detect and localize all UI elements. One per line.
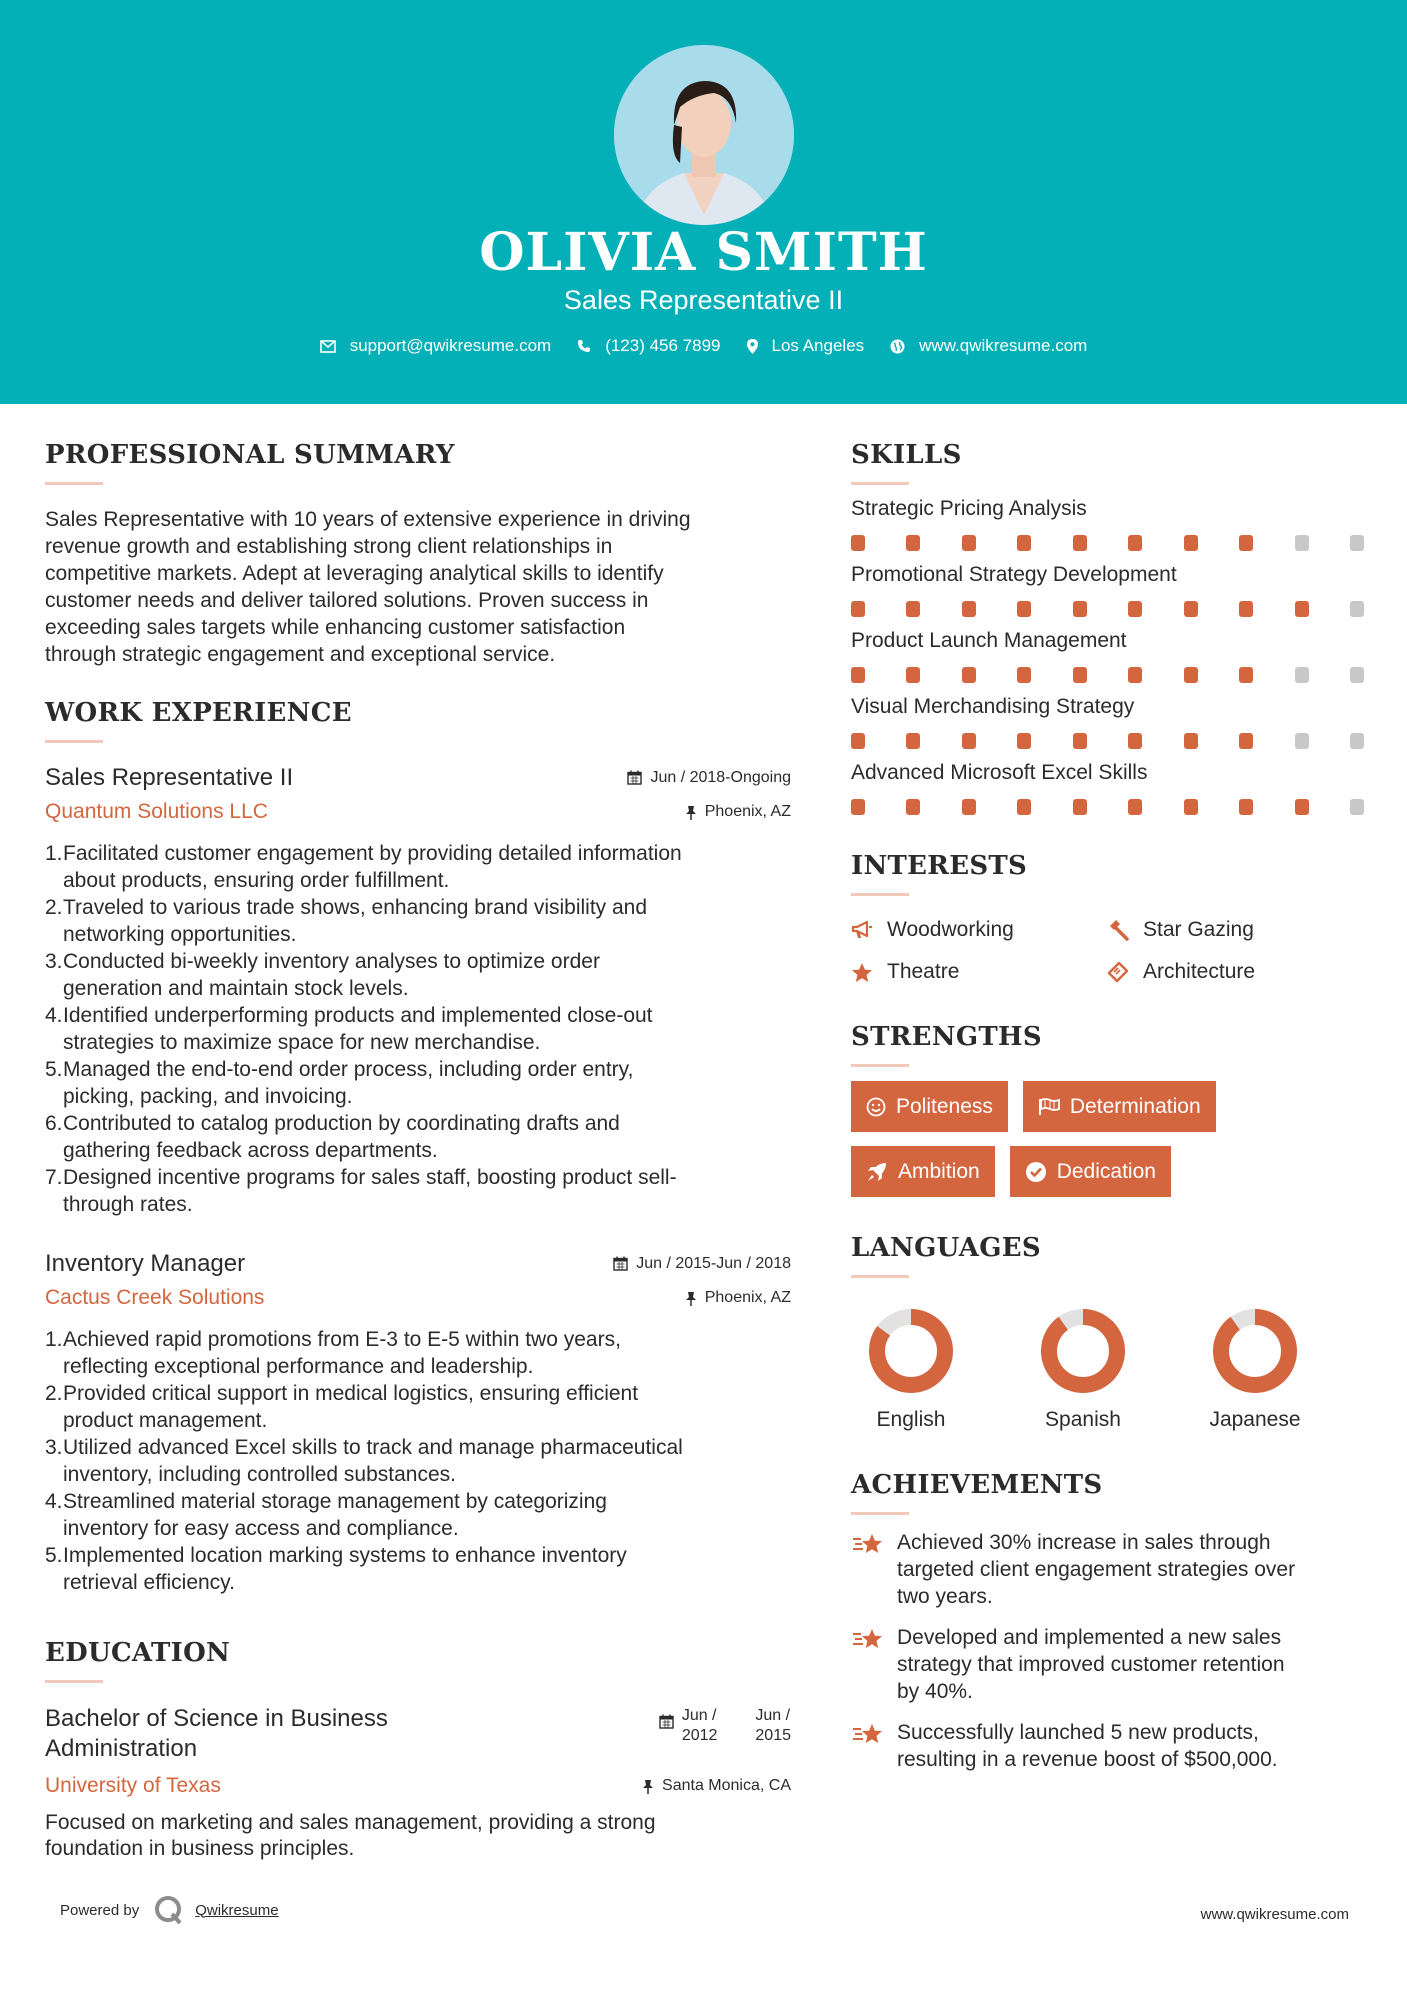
contact-location-text: Los Angeles bbox=[771, 336, 865, 355]
skill-item bbox=[851, 563, 1371, 617]
list-item-line: product management. bbox=[63, 1409, 268, 1432]
list-item-line: gathering feedback across departments. bbox=[63, 1139, 438, 1162]
summary-line: through strategic engagement and exceptional service. bbox=[45, 643, 556, 666]
rating-dot bbox=[1350, 733, 1364, 749]
rating-dot bbox=[1295, 667, 1309, 683]
achievement-line: Successfully launched 5 new products, bbox=[897, 1721, 1259, 1744]
contact-website-text: www.qwikresume.com bbox=[919, 336, 1088, 355]
brand-link[interactable]: Qwikresume bbox=[195, 1901, 279, 1919]
rating-dot bbox=[851, 799, 865, 815]
achievement-line: strategy that improved customer retention bbox=[897, 1653, 1285, 1676]
job-title: Sales Representative II bbox=[45, 764, 294, 791]
job-subheader bbox=[45, 800, 791, 824]
education-location-text: Santa Monica, CA bbox=[662, 1777, 791, 1794]
skill-rating bbox=[851, 667, 1364, 683]
languages-heading: LANGUAGES bbox=[851, 1233, 1041, 1263]
achievements-section bbox=[851, 1470, 1371, 1773]
list-item: 5. Implemented location marking systems to enhance inventory retrieval efficiency. bbox=[45, 1542, 791, 1596]
person-portrait-icon bbox=[614, 45, 794, 225]
list-item-line: strategies to maximize space for new merchandise. bbox=[63, 1031, 541, 1054]
rating-dot bbox=[906, 601, 920, 617]
list-item-line: Streamlined material storage management by categorizing bbox=[63, 1490, 607, 1513]
rating-dot bbox=[1184, 601, 1198, 617]
rating-dot bbox=[1073, 667, 1087, 683]
summary-heading: PROFESSIONAL SUMMARY bbox=[45, 440, 455, 470]
envelope-icon bbox=[320, 340, 336, 353]
education-heading: EDUCATION bbox=[45, 1638, 231, 1668]
list-item-line: Implemented location marking systems to enhance inventory bbox=[63, 1544, 627, 1567]
rating-dot bbox=[1073, 733, 1087, 749]
rating-dot bbox=[1239, 667, 1253, 683]
contact-email[interactable] bbox=[320, 336, 552, 356]
skill-name: Product Launch Management bbox=[851, 629, 1127, 652]
rating-dot bbox=[851, 601, 865, 617]
list-item: 2. Traveled to various trade shows, enhancing brand visibility and networking opportunities. bbox=[45, 894, 791, 948]
rating-dot bbox=[1350, 601, 1364, 617]
language-item bbox=[1195, 1308, 1367, 1432]
strengths-heading: STRENGTHS bbox=[851, 1022, 1042, 1052]
list-item-line: about products, ensuring order fulfillment. bbox=[63, 869, 450, 892]
section-divider bbox=[851, 893, 909, 896]
summary-line: competitive markets. Adept at leveraging analytical skills to identify bbox=[45, 562, 664, 585]
section-divider bbox=[851, 1064, 909, 1067]
experience-section bbox=[45, 698, 791, 1596]
skill-name: Strategic Pricing Analysis bbox=[851, 497, 1087, 520]
job-date-text: Jun / 2018-Ongoing bbox=[650, 768, 791, 786]
strength-tags bbox=[851, 1081, 1371, 1211]
skill-rating bbox=[851, 601, 1364, 617]
list-item-line: Designed incentive programs for sales staff, boosting product sell- bbox=[63, 1166, 677, 1189]
strength-tag bbox=[1023, 1081, 1216, 1132]
rating-dot bbox=[1128, 535, 1142, 551]
interest-item bbox=[851, 918, 1107, 942]
experience-heading: WORK EXPERIENCE bbox=[45, 698, 352, 728]
education-description bbox=[45, 1810, 791, 1862]
achievement-text bbox=[897, 1719, 1278, 1773]
list-item-line: Achieved rapid promotions from E-3 to E-5 within two years, bbox=[63, 1328, 621, 1351]
rating-dot bbox=[1184, 799, 1198, 815]
calendar-icon bbox=[613, 1256, 628, 1271]
strength-label: Determination bbox=[1069, 1094, 1201, 1118]
star-icon bbox=[851, 962, 873, 983]
list-item-line: Utilized advanced Excel skills to track and manage pharmaceutical bbox=[63, 1436, 683, 1459]
rating-dot bbox=[906, 535, 920, 551]
skill-item bbox=[851, 497, 1371, 551]
education-location bbox=[642, 1777, 791, 1795]
strength-label: Dedication bbox=[1056, 1159, 1156, 1183]
rating-dot bbox=[1017, 601, 1031, 617]
contact-phone-text: (123) 456 7899 bbox=[605, 336, 721, 355]
gavel-icon bbox=[1107, 919, 1129, 941]
list-item-line: inventory, including controlled substances. bbox=[63, 1463, 457, 1486]
job-duties bbox=[45, 1326, 791, 1596]
qwikresume-logo-icon bbox=[153, 1894, 185, 1926]
language-item bbox=[851, 1308, 1023, 1432]
rating-dot bbox=[1295, 799, 1309, 815]
list-item: 5. Managed the end-to-end order process, including order entry, picking, packing, and invoicing. bbox=[45, 1056, 791, 1110]
header-banner bbox=[0, 0, 1407, 404]
education-line: foundation in business principles. bbox=[45, 1837, 355, 1860]
job-subheader bbox=[45, 1286, 791, 1310]
rating-dot bbox=[962, 733, 976, 749]
list-item-line: Managed the end-to-end order process, including order entry, bbox=[63, 1058, 634, 1081]
language-donut bbox=[1040, 1308, 1126, 1394]
list-item-line: networking opportunities. bbox=[63, 923, 297, 946]
summary-line: Sales Representative with 10 years of extensive experience in driving bbox=[45, 508, 691, 531]
rating-dot bbox=[1184, 733, 1198, 749]
degree-line: Bachelor of Science in Business bbox=[45, 1705, 388, 1732]
rating-dot bbox=[1017, 667, 1031, 683]
rating-dot bbox=[962, 535, 976, 551]
list-item-line: Conducted bi-weekly inventory analyses to optimize order bbox=[63, 950, 600, 973]
strength-tag bbox=[851, 1146, 995, 1197]
job-date bbox=[613, 1255, 791, 1273]
rating-dot bbox=[1017, 535, 1031, 551]
list-item-line: picking, packing, and invoicing. bbox=[63, 1085, 353, 1108]
skill-rating bbox=[851, 799, 1364, 815]
education-header bbox=[45, 1704, 791, 1764]
rating-dot bbox=[1295, 535, 1309, 551]
strength-label: Ambition bbox=[898, 1159, 980, 1183]
globe-icon bbox=[890, 339, 905, 354]
contact-location bbox=[747, 336, 865, 356]
skills-list bbox=[851, 497, 1371, 815]
interest-label: Theatre bbox=[887, 960, 960, 983]
summary-section bbox=[45, 440, 791, 668]
company-name: Quantum Solutions LLC bbox=[45, 800, 268, 823]
date-part: 2015 bbox=[755, 1727, 791, 1744]
list-item: 4. Streamlined material storage management by categorizing inventory for easy access and compliance. bbox=[45, 1488, 791, 1542]
list-item: 3. Conducted bi-weekly inventory analyses to optimize order generation and maintain stock levels. bbox=[45, 948, 791, 1002]
achievement-line: resulting in a revenue boost of $500,000. bbox=[897, 1748, 1278, 1771]
summary-text bbox=[45, 506, 791, 668]
company-name: Cactus Creek Solutions bbox=[45, 1286, 265, 1309]
candidate-name: OLIVIA SMITH bbox=[479, 222, 928, 283]
calendar-icon bbox=[627, 770, 642, 785]
rating-dot bbox=[1239, 601, 1253, 617]
skill-name: Promotional Strategy Development bbox=[851, 563, 1177, 586]
rating-dot bbox=[1128, 799, 1142, 815]
skill-name: Advanced Microsoft Excel Skills bbox=[851, 761, 1148, 784]
interest-label: Woodworking bbox=[887, 918, 1014, 941]
contact-bar bbox=[0, 336, 1407, 356]
job-date-text: Jun / 2015-Jun / 2018 bbox=[636, 1254, 791, 1272]
skill-item bbox=[851, 695, 1371, 749]
date-part: Jun / bbox=[755, 1707, 791, 1724]
phone-icon bbox=[577, 339, 591, 353]
list-item-line: Identified underperforming products and implemented close-out bbox=[63, 1004, 653, 1027]
skill-item bbox=[851, 629, 1371, 683]
strength-label: Politeness bbox=[896, 1094, 993, 1118]
flag-icon bbox=[1038, 1098, 1060, 1116]
language-donut bbox=[1212, 1308, 1298, 1394]
ticket-icon bbox=[1107, 961, 1129, 983]
section-divider bbox=[851, 482, 909, 485]
language-item bbox=[1023, 1308, 1195, 1432]
rating-dot bbox=[1239, 799, 1253, 815]
list-item-line: generation and maintain stock levels. bbox=[63, 977, 409, 1000]
list-item: 1. Facilitated customer engagement by providing detailed information about products, ensuring order fulfillment. bbox=[45, 840, 791, 894]
list-item: 7. Designed incentive programs for sales staff, boosting product sell- through rates. bbox=[45, 1164, 791, 1218]
rating-dot bbox=[906, 667, 920, 683]
rating-dot bbox=[1295, 733, 1309, 749]
rating-dot bbox=[962, 799, 976, 815]
interests-section bbox=[851, 851, 1371, 984]
list-item-line: Contributed to catalog production by coordinating drafts and bbox=[63, 1112, 620, 1135]
footer-website[interactable]: www.qwikresume.com bbox=[1200, 1906, 1349, 1923]
footer-powered-by bbox=[60, 1894, 279, 1926]
list-item-line: inventory for easy access and compliance. bbox=[63, 1517, 459, 1540]
section-divider bbox=[45, 1680, 103, 1683]
interest-label: Star Gazing bbox=[1143, 918, 1254, 941]
shooting-star-icon bbox=[851, 1626, 885, 1654]
summary-line: exceeding sales targets while enhancing customer satisfaction bbox=[45, 616, 626, 639]
strength-tag bbox=[1010, 1146, 1171, 1197]
education-date bbox=[659, 1706, 791, 1746]
powered-by-label: Powered by bbox=[60, 1901, 140, 1919]
rating-dot bbox=[1184, 667, 1198, 683]
list-item-line: Facilitated customer engagement by providing detailed information bbox=[63, 842, 682, 865]
list-item-line: Provided critical support in medical logistics, ensuring efficient bbox=[63, 1382, 639, 1405]
list-item: 2. Provided critical support in medical logistics, ensuring efficient product management. bbox=[45, 1380, 791, 1434]
interests-heading: INTERESTS bbox=[851, 851, 1028, 881]
list-item-line: Traveled to various trade shows, enhancing brand visibility and bbox=[63, 896, 648, 919]
rating-dot bbox=[1073, 799, 1087, 815]
rating-dot bbox=[1184, 535, 1198, 551]
education-end bbox=[755, 1706, 791, 1746]
section-divider bbox=[45, 482, 103, 485]
interest-item bbox=[1107, 918, 1363, 942]
location-pin-icon bbox=[747, 339, 758, 354]
achievement-text bbox=[897, 1529, 1295, 1610]
rating-dot bbox=[851, 535, 865, 551]
pushpin-icon bbox=[685, 805, 697, 820]
section-divider bbox=[45, 740, 103, 743]
summary-line: revenue growth and establishing strong client relationships in bbox=[45, 535, 613, 558]
pushpin-icon bbox=[642, 1779, 654, 1794]
languages-section bbox=[851, 1233, 1371, 1432]
achievement-line: by 40%. bbox=[897, 1680, 973, 1703]
achievement-line: Achieved 30% increase in sales through bbox=[897, 1531, 1271, 1554]
job-location-text: Phoenix, AZ bbox=[704, 803, 791, 820]
language-donut bbox=[868, 1308, 954, 1394]
rating-dot bbox=[851, 667, 865, 683]
rating-dot bbox=[1017, 799, 1031, 815]
megaphone-icon bbox=[851, 920, 873, 940]
skill-rating bbox=[851, 535, 1364, 551]
achievement-text bbox=[897, 1624, 1285, 1705]
rating-dot bbox=[906, 733, 920, 749]
education-section bbox=[45, 1638, 791, 1862]
achievements-list bbox=[851, 1529, 1371, 1773]
calendar-icon bbox=[659, 1714, 674, 1729]
smile-icon bbox=[866, 1097, 886, 1117]
degree-line: Administration bbox=[45, 1735, 198, 1762]
languages-list bbox=[851, 1308, 1371, 1432]
degree-title bbox=[45, 1704, 388, 1764]
rating-dot bbox=[962, 601, 976, 617]
left-column bbox=[45, 440, 791, 1862]
rating-dot bbox=[1350, 799, 1364, 815]
job-entry bbox=[45, 764, 791, 1218]
list-item: 4. Identified underperforming products and implemented close-out strategies to maximize space for new merchandise. bbox=[45, 1002, 791, 1056]
list-item: 1. Achieved rapid promotions from E-3 to E-5 within two years, reflecting exceptional performance and leadership. bbox=[45, 1326, 791, 1380]
education-subheader bbox=[45, 1774, 791, 1798]
date-part: 2012 bbox=[681, 1727, 718, 1744]
list-item: 6. Contributed to catalog production by coordinating drafts and gathering feedback across departments. bbox=[45, 1110, 791, 1164]
rating-dot bbox=[962, 667, 976, 683]
rating-dot bbox=[906, 799, 920, 815]
rating-dot bbox=[1350, 667, 1364, 683]
profile-photo bbox=[614, 45, 794, 225]
rating-dot bbox=[1128, 601, 1142, 617]
job-header bbox=[45, 1250, 791, 1278]
achievement-line: Developed and implemented a new sales bbox=[897, 1626, 1282, 1649]
section-divider bbox=[851, 1512, 909, 1515]
job-header bbox=[45, 764, 791, 792]
donut-fill bbox=[1049, 1317, 1117, 1385]
list-item-line: retrieval efficiency. bbox=[63, 1571, 235, 1594]
job-location bbox=[685, 1289, 791, 1307]
job-location bbox=[685, 803, 791, 821]
rating-dot bbox=[1239, 535, 1253, 551]
donut-fill bbox=[1221, 1317, 1289, 1385]
interest-label: Architecture bbox=[1143, 960, 1256, 983]
shooting-star-icon bbox=[851, 1531, 885, 1559]
language-name: Spanish bbox=[1045, 1408, 1121, 1431]
strengths-section bbox=[851, 1022, 1371, 1211]
skills-heading: SKILLS bbox=[851, 440, 962, 470]
candidate-role: Sales Representative II bbox=[563, 285, 844, 315]
rating-dot bbox=[1239, 733, 1253, 749]
rating-dot bbox=[1128, 733, 1142, 749]
list-item: 3. Utilized advanced Excel skills to track and manage pharmaceutical inventory, including controlled substances. bbox=[45, 1434, 791, 1488]
skill-name: Visual Merchandising Strategy bbox=[851, 695, 1135, 718]
skills-section bbox=[851, 440, 1371, 815]
job-duties bbox=[45, 840, 791, 1218]
list-item-line: through rates. bbox=[63, 1193, 193, 1216]
right-column bbox=[851, 440, 1371, 1773]
achievement-item bbox=[851, 1624, 1371, 1705]
rocket-icon bbox=[866, 1161, 888, 1183]
achievement-line: two years. bbox=[897, 1585, 993, 1608]
date-part: Jun / bbox=[681, 1707, 717, 1724]
contact-phone[interactable] bbox=[577, 336, 720, 356]
rating-dot bbox=[1350, 535, 1364, 551]
school-name: University of Texas bbox=[45, 1774, 221, 1797]
job-location-text: Phoenix, AZ bbox=[704, 1289, 791, 1306]
rating-dot bbox=[1017, 733, 1031, 749]
skill-rating bbox=[851, 733, 1364, 749]
rating-dot bbox=[851, 733, 865, 749]
rating-dot bbox=[1295, 601, 1309, 617]
rating-dot bbox=[1128, 667, 1142, 683]
job-date bbox=[627, 769, 791, 787]
achievement-item bbox=[851, 1529, 1371, 1610]
contact-email-text: support@qwikresume.com bbox=[349, 336, 552, 355]
contact-website[interactable] bbox=[890, 336, 1087, 356]
pushpin-icon bbox=[685, 1291, 697, 1306]
language-name: Japanese bbox=[1209, 1408, 1301, 1431]
rating-dot bbox=[1073, 535, 1087, 551]
achievements-heading: ACHIEVEMENTS bbox=[851, 1470, 1103, 1500]
shooting-star-icon bbox=[851, 1721, 885, 1749]
achievement-line: targeted client engagement strategies over bbox=[897, 1558, 1296, 1581]
skill-item bbox=[851, 761, 1371, 815]
rating-dot bbox=[1073, 601, 1087, 617]
summary-line: customer needs and deliver tailored solutions. Proven success in bbox=[45, 589, 649, 612]
achievement-item bbox=[851, 1719, 1371, 1773]
interest-item bbox=[1107, 960, 1363, 984]
list-item-line: reflecting exceptional performance and leadership. bbox=[63, 1355, 534, 1378]
language-name: English bbox=[876, 1408, 946, 1431]
education-line: Focused on marketing and sales management, providing a strong bbox=[45, 1811, 656, 1834]
strength-tag bbox=[851, 1081, 1008, 1132]
job-entry bbox=[45, 1250, 791, 1596]
interests-grid bbox=[851, 918, 1371, 984]
education-start bbox=[682, 1706, 718, 1746]
section-divider bbox=[851, 1275, 909, 1278]
interest-item bbox=[851, 960, 1107, 984]
job-title: Inventory Manager bbox=[45, 1250, 246, 1277]
check-circle-icon bbox=[1025, 1161, 1047, 1183]
